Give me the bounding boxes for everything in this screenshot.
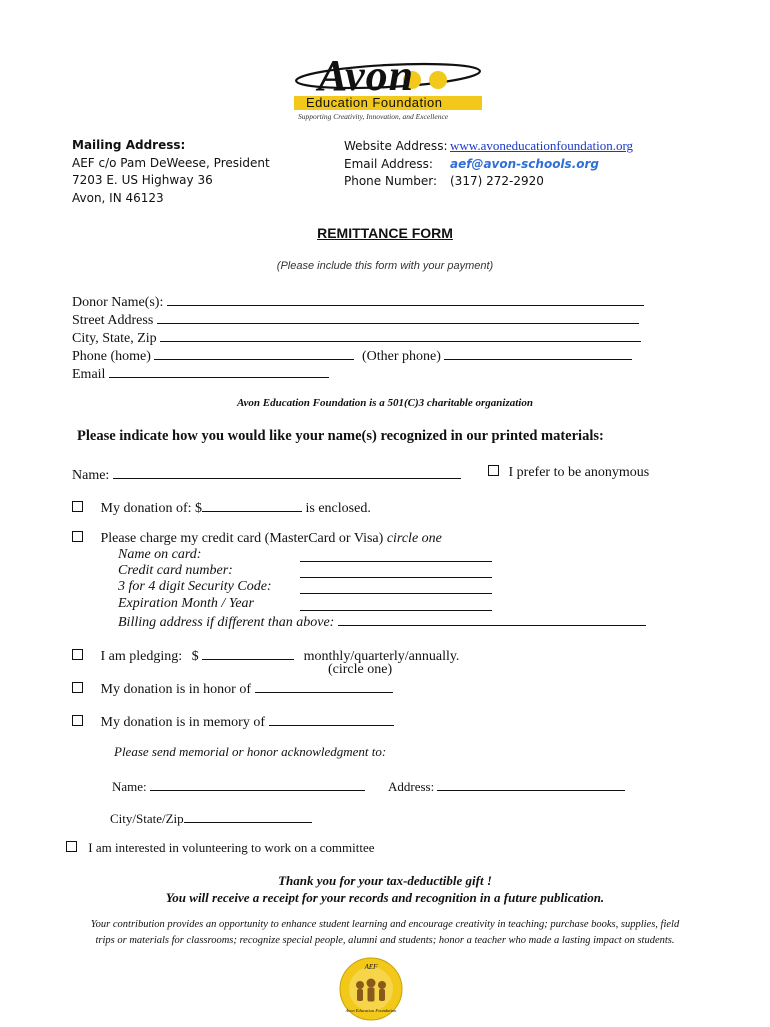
honor-field[interactable]: [255, 679, 393, 693]
street-label: Street Address: [72, 313, 154, 328]
phone-row: [72, 346, 632, 365]
credit-row: [72, 531, 442, 547]
pledge-prefix: I am pledging:: [100, 649, 183, 664]
seal-ring-text: Avon Education Foundation: [345, 1008, 397, 1013]
expiration-field[interactable]: [300, 597, 492, 611]
credit-label: Please charge my credit card (MasterCard or Visa): [100, 531, 384, 546]
memory-checkbox[interactable]: [72, 715, 83, 726]
logo-tagline: Supporting Creativity, Innovation, and Excellence: [298, 112, 449, 121]
phone-label: Phone Number:: [344, 174, 438, 188]
memory-label: My donation is in memory of: [100, 715, 265, 730]
name-on-card-label: Name on card:: [118, 547, 202, 562]
pledge-amount-field[interactable]: [202, 646, 294, 660]
donor-name-row: [72, 292, 644, 311]
honor-row: [72, 679, 393, 698]
volunteer-row: [66, 840, 375, 856]
volunteer-checkbox[interactable]: [66, 841, 77, 852]
card-number-label: Credit card number:: [118, 563, 233, 578]
recognition-name-row: [72, 465, 461, 484]
credit-checkbox[interactable]: [72, 531, 83, 542]
recognition-name-label: Name:: [72, 468, 110, 483]
credit-circle-note: circle one: [386, 531, 442, 546]
page-subtitle: (Please include this form with your payment): [276, 260, 494, 272]
ack-address-row: [388, 777, 625, 795]
donation-suffix: is enclosed.: [305, 501, 371, 516]
thanks-line1: Thank you for your tax-deductible gift !: [278, 873, 492, 888]
donation-prefix: My donation of: $: [100, 501, 202, 516]
donor-email-field[interactable]: [109, 364, 329, 378]
city-field[interactable]: [160, 328, 641, 342]
phone-home-field[interactable]: [154, 346, 354, 360]
city-label: City, State, Zip: [72, 331, 157, 346]
pledge-checkbox[interactable]: [72, 649, 83, 660]
footer-line1: Your contribution provides an opportunity to enhance student learning and encourage creativity in teaching; purchase books, supplies, field: [90, 919, 680, 930]
website-label: Website Address:: [344, 139, 448, 153]
email-row: [72, 364, 329, 383]
anonymous-row: [488, 465, 649, 481]
security-code-label: 3 for 4 digit Security Code:: [118, 579, 272, 594]
mailing-line2: 7203 E. US Highway 36: [72, 173, 213, 187]
memory-row: [72, 712, 394, 731]
ack-city-field[interactable]: [184, 809, 312, 823]
charitable-note: Avon Education Foundation is a 501(C)3 charitable organization: [237, 397, 533, 409]
recognition-name-field[interactable]: [113, 465, 461, 479]
phone-other-field[interactable]: [444, 346, 632, 360]
footer-line2: trips or materials for classrooms; recognize special people, alumni and students; honor a teacher who made a lasting impact on students.: [95, 935, 675, 946]
card-number-field[interactable]: [300, 564, 492, 578]
donor-email-label: Email: [72, 367, 106, 382]
honor-label: My donation is in honor of: [100, 682, 251, 697]
ack-address-label: Address:: [388, 779, 435, 794]
pledge-suffix: monthly/quarterly/annually.: [303, 649, 460, 664]
mailing-address: [72, 137, 270, 207]
website-link[interactable]: www.avoneducationfoundation.org: [450, 138, 634, 153]
mailing-line3: Avon, IN 46123: [72, 190, 164, 205]
ack-address-field[interactable]: [437, 777, 625, 791]
donor-name-field[interactable]: [167, 292, 644, 306]
logo-wordmark: Avon: [318, 51, 415, 100]
street-field[interactable]: [157, 310, 639, 324]
thanks-line2: You will receive a receipt for your records and recognition in a future publication.: [165, 890, 605, 905]
honor-checkbox[interactable]: [72, 682, 83, 693]
pledge-dollar: $: [191, 649, 199, 664]
pledge-circle-note: (circle one): [328, 662, 393, 677]
memory-field[interactable]: [269, 712, 394, 726]
name-on-card-field[interactable]: [300, 548, 492, 562]
page-title: REMITTANCE FORM: [317, 225, 453, 241]
billing-field[interactable]: [338, 612, 646, 626]
phone-number: (317) 272-2920: [450, 174, 544, 188]
donation-checkbox[interactable]: [72, 501, 83, 512]
security-code-field[interactable]: [300, 580, 492, 594]
ack-name-field[interactable]: [150, 777, 365, 791]
anonymous-label: I prefer to be anonymous: [508, 465, 650, 480]
phone-home-label: Phone (home): [72, 349, 151, 364]
mailing-label: Mailing Address:: [72, 138, 186, 152]
donor-name-label: Donor Name(s):: [72, 295, 164, 310]
recognition-heading: Please indicate how you would like your name(s) recognized in our printed materials:: [77, 428, 604, 444]
seal-top-text: AEF: [364, 963, 378, 971]
logo-subtitle: Education Foundation: [306, 95, 443, 110]
volunteer-label: I am interested in volunteering to work on a committee: [88, 840, 375, 855]
city-row: [72, 328, 641, 347]
ack-name-row: [112, 777, 365, 795]
email-link[interactable]: aef@avon-schools.org: [450, 156, 599, 171]
phone-other-label: (Other phone): [361, 349, 441, 364]
donation-amount-field[interactable]: [202, 498, 302, 512]
mailing-line1: AEF c/o Pam DeWeese, President: [72, 155, 270, 170]
email-label: Email Address:: [344, 156, 433, 171]
billing-row: [118, 612, 646, 631]
logo: [288, 50, 488, 126]
seal-logo: [338, 956, 404, 1022]
pledge-row: [72, 646, 459, 665]
ack-name-label: Name:: [112, 779, 147, 794]
expiration-label: Expiration Month / Year: [118, 596, 254, 611]
ack-city-label: City/State/Zip: [110, 811, 184, 826]
donation-row: [72, 498, 371, 517]
anonymous-checkbox[interactable]: [488, 465, 499, 476]
contact-block: [344, 137, 633, 191]
billing-label: Billing address if different than above:: [118, 615, 335, 630]
ack-city-row: [110, 809, 312, 827]
street-row: [72, 310, 639, 329]
acknowledge-heading: Please send memorial or honor acknowledgment to:: [114, 744, 387, 759]
